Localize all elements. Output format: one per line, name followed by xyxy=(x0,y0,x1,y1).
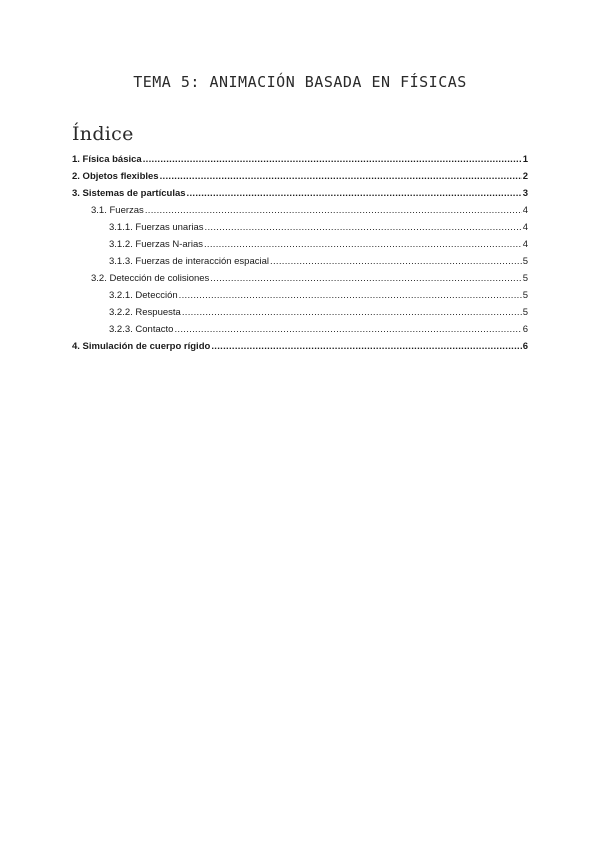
table-of-contents xyxy=(72,151,528,355)
toc-entry-label: 2. Objetos flexibles xyxy=(72,171,159,182)
toc-entry[interactable] xyxy=(72,202,528,219)
toc-entry[interactable] xyxy=(72,253,528,270)
toc-entry[interactable] xyxy=(72,236,528,253)
toc-entry-page: 4 xyxy=(522,239,528,250)
dot-leader xyxy=(145,202,522,219)
dot-leader xyxy=(270,253,522,270)
toc-entry[interactable] xyxy=(72,270,528,287)
toc-entry-label: 3.2.1. Detección xyxy=(109,290,178,301)
dot-leader xyxy=(210,270,521,287)
document-title: TEMA 5: ANIMACIÓN BASADA EN FÍSICAS xyxy=(133,73,467,91)
dot-leader xyxy=(211,338,521,355)
toc-entry-page: 5 xyxy=(522,273,528,284)
toc-entry-page: 4 xyxy=(522,205,528,216)
toc-entry-page: 6 xyxy=(522,341,528,352)
toc-entry-page: 3 xyxy=(522,188,528,199)
toc-entry-label: 1. Física básica xyxy=(72,154,142,165)
toc-entry-label: 3.2. Detección de colisiones xyxy=(91,273,210,284)
toc-entry-page: 5 xyxy=(522,290,528,301)
dot-leader xyxy=(160,168,522,185)
toc-entry[interactable] xyxy=(72,338,528,355)
toc-entry-label: 3.1.1. Fuerzas unarias xyxy=(109,222,204,233)
toc-entry-label: 3.1. Fuerzas xyxy=(91,205,144,216)
toc-entry[interactable] xyxy=(72,321,528,338)
toc-entry-page: 5 xyxy=(522,256,528,267)
dot-leader xyxy=(143,151,522,168)
toc-entry[interactable] xyxy=(72,287,528,304)
dot-leader xyxy=(187,185,522,202)
toc-entry[interactable] xyxy=(72,151,528,168)
dot-leader xyxy=(204,236,522,253)
toc-entry-label: 3. Sistemas de partículas xyxy=(72,188,186,199)
toc-entry-page: 2 xyxy=(522,171,528,182)
toc-entry-page: 4 xyxy=(522,222,528,233)
toc-entry-label: 3.2.2. Respuesta xyxy=(109,307,181,318)
toc-entry-page: 6 xyxy=(522,324,528,335)
toc-entry[interactable] xyxy=(72,185,528,202)
toc-entry-page: 5 xyxy=(522,307,528,318)
toc-entry-label: 3.2.3. Contacto xyxy=(109,324,174,335)
dot-leader xyxy=(179,287,522,304)
toc-entry-label: 3.1.3. Fuerzas de interacción espacial xyxy=(109,256,270,267)
toc-entry-page: 1 xyxy=(522,154,528,165)
dot-leader xyxy=(205,219,522,236)
dot-leader xyxy=(174,321,521,338)
dot-leader xyxy=(182,304,522,321)
index-heading: Índice xyxy=(72,123,134,145)
toc-entry[interactable] xyxy=(72,304,528,321)
toc-entry[interactable] xyxy=(72,219,528,236)
toc-entry[interactable] xyxy=(72,168,528,185)
toc-entry-label: 4. Simulación de cuerpo rígido xyxy=(72,341,211,352)
toc-entry-label: 3.1.2. Fuerzas N-arias xyxy=(109,239,203,250)
